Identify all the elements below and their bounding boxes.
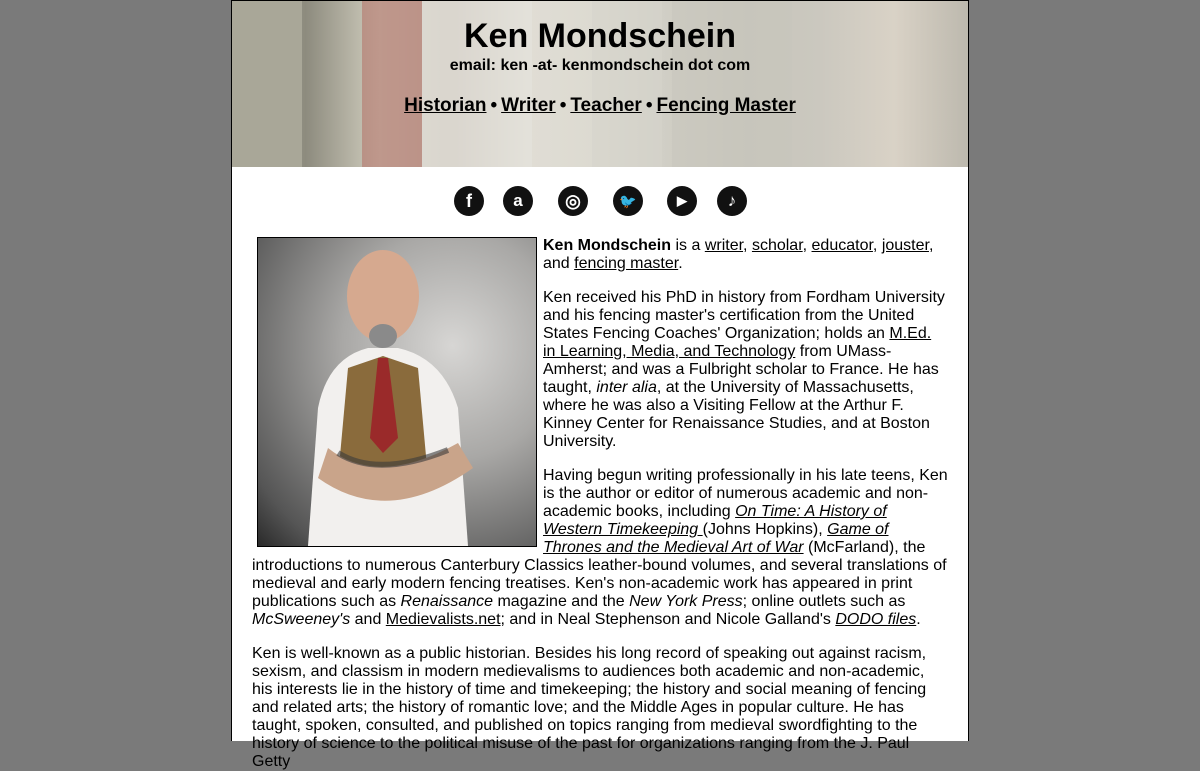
book-title: Game of Thrones and the Medieval Art of War [543, 521, 889, 556]
instagram-icon[interactable]: ◎ [558, 186, 588, 216]
amazon-icon[interactable]: a [503, 186, 533, 216]
nav-link-historian[interactable]: Historian [404, 95, 487, 116]
nav-separator: • [645, 95, 653, 116]
link-medievalists[interactable]: Medievalists.net [385, 611, 501, 628]
book-title: On Time: A History of Western Timekeeping [543, 503, 887, 538]
site-title: Ken Mondschein [463, 17, 737, 55]
nav-separator: • [559, 95, 567, 116]
bio-text: , at the University of Massachusetts, where he was also a Visiting Fellow at the Arthur F. Kinney Center for Renaissance Studies, and at Boston University. [543, 379, 930, 450]
bio-italic: inter alia [596, 379, 657, 396]
bio-italic: McSweeney's [252, 611, 351, 628]
facebook-icon[interactable]: f [454, 186, 484, 216]
bio-text: (Johns Hopkins), [702, 521, 828, 538]
link-med-degree[interactable]: M.Ed. in Learning, Media, and Technology [543, 325, 932, 360]
bio-text: , [872, 237, 882, 254]
nav-link-fencing-master[interactable]: Fencing Master [656, 95, 796, 116]
dodo-title: DODO files [835, 611, 917, 628]
bio-text: Having begun writing professionally in his late teens, Ken is the author or editor of numerous academic and non-academic books, including [543, 467, 948, 520]
bio-text: . [678, 255, 683, 272]
bio-text: (McFarland), the introductions to numerous Canterbury Classics leather-bound volumes, and several translations of medieval and early modern fencing treatises. Ken's non-academic work has appeared in print publications such as [252, 539, 947, 610]
bio-italic: New York Press [629, 593, 743, 610]
bio-text: is a [671, 237, 705, 254]
link-jouster[interactable]: jouster [881, 237, 929, 254]
nav-separator: • [490, 95, 498, 116]
link-scholar[interactable]: scholar [751, 237, 803, 254]
nav-link-teacher[interactable]: Teacher [570, 95, 642, 116]
twitter-icon[interactable]: 🐦 [613, 186, 643, 216]
bio-text: ; online outlets such as [742, 593, 906, 610]
youtube-icon[interactable]: ▶ [667, 186, 697, 216]
bio-name: Ken Mondschein [543, 237, 672, 254]
link-dodo-files[interactable] [835, 611, 916, 628]
bio-text: magazine and the [493, 593, 630, 610]
bio-italic: Renaissance [400, 593, 494, 610]
bio-content [232, 237, 968, 771]
bio-text: Ken is well-known as a public historian. Besides his long record of speaking out against racism, sexism, and classism in modern medievalisms to audiences both academic and non-academic, his interests lie in the history of time and timekeeping; the history and social meaning of fencing and related arts; the history of romantic love; and the Middle Ages in popular culture. He has taught, spoken, consulted, and published on topics ranging from medieval swordfighting to the history of science to the political misuse of the past for organizations ranging from the J. Paul Getty [252, 645, 927, 770]
bio-text: , and [543, 237, 934, 272]
social-links [232, 167, 968, 237]
portrait-figure [258, 238, 536, 546]
header-banner [232, 1, 968, 167]
portrait-photo [257, 237, 537, 547]
bio-text: Ken received his PhD in history from Fordham University and his fencing master's certification from the United States Fencing Coaches' Organization; holds an [543, 289, 945, 342]
link-writer[interactable]: writer [704, 237, 744, 254]
bio-text: ; and in Neal Stephenson and Nicole Galland's [500, 611, 836, 628]
bio-text: and [350, 611, 386, 628]
site-email: email: ken -at- kenmondschein dot com [449, 57, 751, 74]
bio-paragraph-4 [252, 645, 948, 771]
link-fencing-master[interactable]: fencing master [574, 255, 679, 272]
header-nav [232, 95, 968, 117]
nav-link-writer[interactable]: Writer [501, 95, 556, 116]
bio-text: , [743, 237, 752, 254]
tiktok-icon[interactable]: ♪ [717, 186, 747, 216]
page [231, 0, 969, 770]
link-educator[interactable]: educator [811, 237, 873, 254]
bio-text: from UMass-Amherst; and was a Fulbright scholar to France. He has taught, [543, 343, 939, 396]
bio-text: , [802, 237, 812, 254]
bio-text: . [916, 611, 921, 628]
